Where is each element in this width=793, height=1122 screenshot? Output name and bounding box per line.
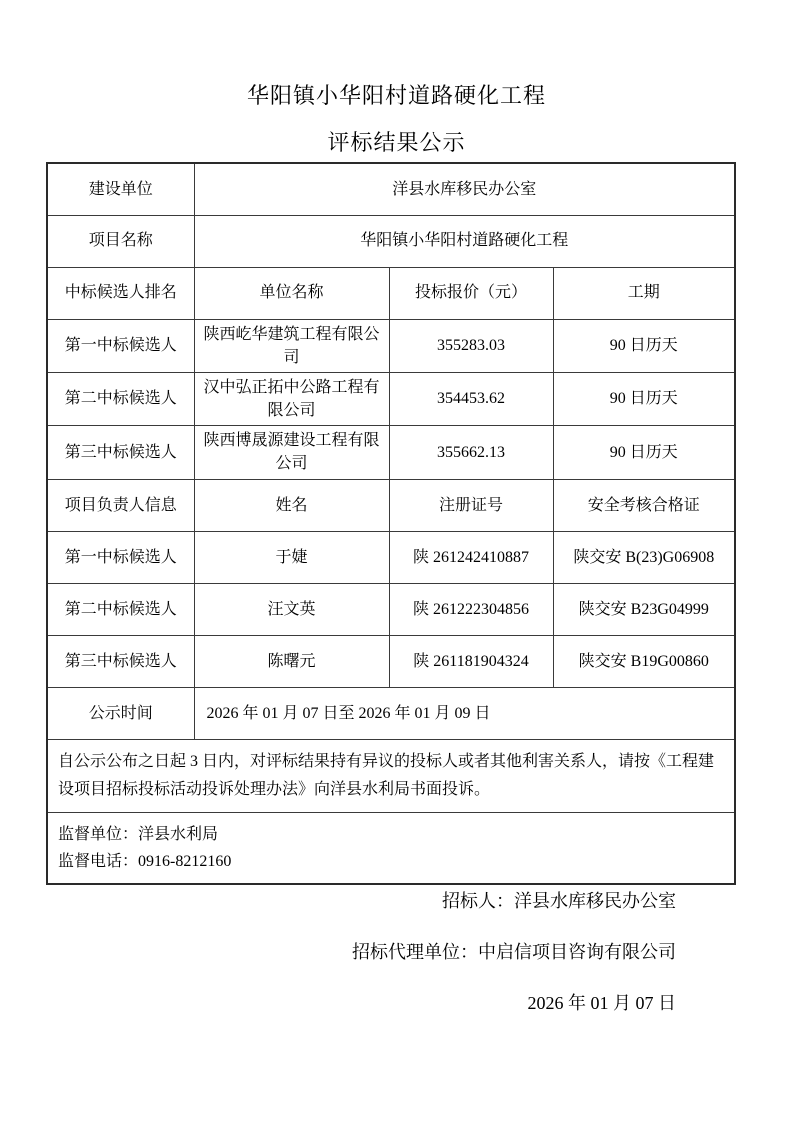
manager-name-cell: 于婕 bbox=[194, 531, 389, 583]
publicity-value-cell: 2026 年 01 月 07 日至 2026 年 01 月 09 日 bbox=[194, 687, 735, 739]
bid-candidate-row-2 bbox=[47, 372, 735, 425]
footer-date: 2026 年 01 月 07 日 bbox=[527, 993, 676, 1013]
duration-cell: 90 日历天 bbox=[553, 372, 735, 425]
manager-row-3 bbox=[47, 635, 735, 687]
rank-cell: 第二中标候选人 bbox=[47, 372, 194, 425]
supervision-cell bbox=[47, 812, 735, 884]
manager-header-regno-cell: 注册证号 bbox=[389, 479, 553, 531]
reg-no-cell: 陕 261181904324 bbox=[389, 635, 553, 687]
duration-cell: 90 日历天 bbox=[553, 319, 735, 372]
footer-tenderer: 招标人：洋县水库移民办公室 bbox=[442, 891, 676, 911]
bid-candidate-row-3 bbox=[47, 426, 735, 479]
price-cell: 355283.03 bbox=[389, 319, 553, 372]
cert-cell: 陕交安 B(23)G06908 bbox=[553, 531, 735, 583]
supervision-row bbox=[47, 812, 735, 884]
document-footer bbox=[352, 887, 676, 1040]
bid-candidate-row-1 bbox=[47, 319, 735, 372]
bid-header-rank-cell: 中标候选人排名 bbox=[47, 267, 194, 319]
rank-cell: 第三中标候选人 bbox=[47, 635, 194, 687]
publicity-period-row bbox=[47, 687, 735, 739]
rank-cell: 第一中标候选人 bbox=[47, 531, 194, 583]
manager-header-cert-cell: 安全考核合格证 bbox=[553, 479, 735, 531]
cert-cell: 陕交安 B19G00860 bbox=[553, 635, 735, 687]
document-subtitle: 评标结果公示 bbox=[327, 130, 466, 155]
manager-name-cell: 汪文英 bbox=[194, 583, 389, 635]
bid-header-price-cell: 投标报价（元） bbox=[389, 267, 553, 319]
bid-result-table bbox=[46, 162, 736, 885]
manager-name-cell: 陈曙元 bbox=[194, 635, 389, 687]
company-cell: 陕西屹华建筑工程有限公司 bbox=[194, 319, 389, 372]
manager-header-name-cell: 姓名 bbox=[194, 479, 389, 531]
bid-header-row bbox=[47, 267, 735, 319]
objection-notice-row bbox=[47, 739, 735, 812]
duration-cell: 90 日历天 bbox=[553, 426, 735, 479]
company-cell: 汉中弘正拓中公路工程有限公司 bbox=[194, 372, 389, 425]
cert-cell: 陕交安 B23G04999 bbox=[553, 583, 735, 635]
bid-header-company-cell: 单位名称 bbox=[194, 267, 389, 319]
manager-header-info-cell: 项目负责人信息 bbox=[47, 479, 194, 531]
publicity-label-cell: 公示时间 bbox=[47, 687, 194, 739]
bid-header-duration-cell: 工期 bbox=[553, 267, 735, 319]
manager-row-2 bbox=[47, 583, 735, 635]
rank-cell: 第三中标候选人 bbox=[47, 426, 194, 479]
price-cell: 354453.62 bbox=[389, 372, 553, 425]
project-name-value-cell: 华阳镇小华阳村道路硬化工程 bbox=[194, 215, 735, 267]
document-title: 华阳镇小华阳村道路硬化工程 bbox=[246, 83, 546, 108]
rank-cell: 第二中标候选人 bbox=[47, 583, 194, 635]
info-row-project-name bbox=[47, 215, 735, 267]
manager-header-row bbox=[47, 479, 735, 531]
rank-cell: 第一中标候选人 bbox=[47, 319, 194, 372]
construction-unit-value-cell: 洋县水库移民办公室 bbox=[194, 163, 735, 215]
objection-notice-cell: 自公示公布之日起 3 日内，对评标结果持有异议的投标人或者其他利害关系人，请按《工程建设项目招标投标活动投诉处理办法》向洋县水利局书面投诉。 bbox=[47, 739, 735, 812]
project-name-label-cell: 项目名称 bbox=[47, 215, 194, 267]
supervision-phone: 监督电话：0916-8212160 bbox=[58, 852, 232, 870]
price-cell: 355662.13 bbox=[389, 426, 553, 479]
reg-no-cell: 陕 261242410887 bbox=[389, 531, 553, 583]
footer-agency: 招标代理单位：中启信项目咨询有限公司 bbox=[352, 942, 676, 962]
construction-unit-label-cell: 建设单位 bbox=[47, 163, 194, 215]
reg-no-cell: 陕 261222304856 bbox=[389, 583, 553, 635]
info-row-construction-unit bbox=[47, 163, 735, 215]
supervision-unit: 监督单位：洋县水利局 bbox=[58, 825, 219, 843]
manager-row-1 bbox=[47, 531, 735, 583]
company-cell: 陕西博晟源建设工程有限公司 bbox=[194, 426, 389, 479]
